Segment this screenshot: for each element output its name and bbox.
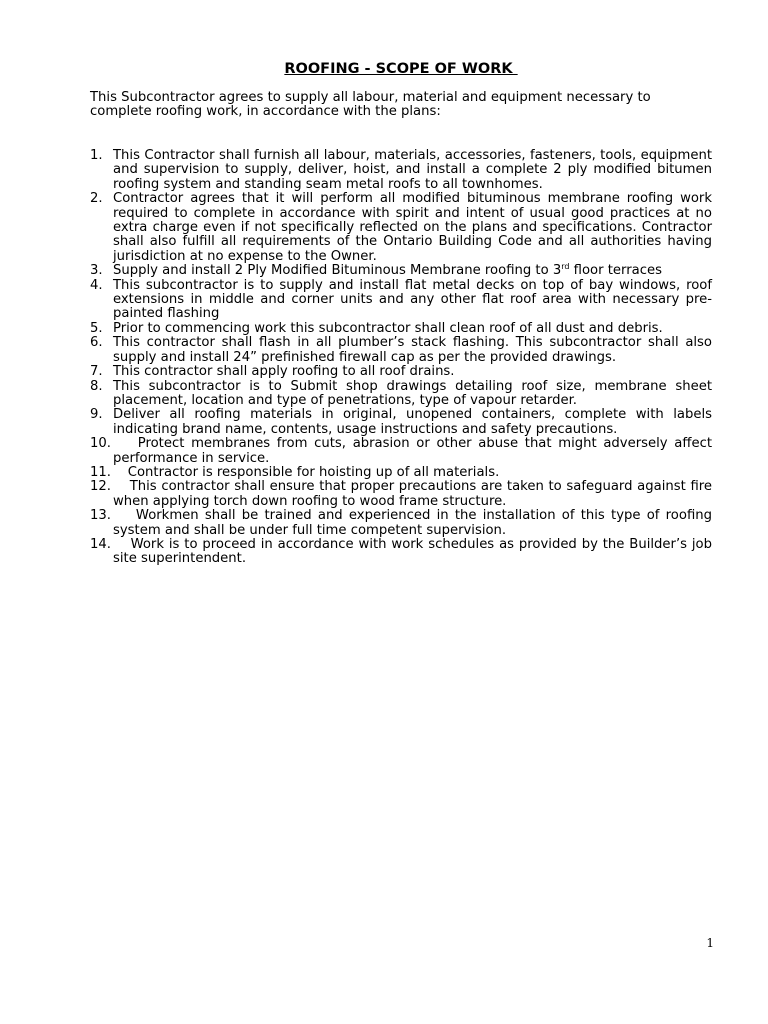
scope-list <box>90 149 712 567</box>
document-title: ROOFING - SCOPE OF WORK <box>284 61 518 77</box>
item-number: 10. <box>90 436 111 452</box>
list-item <box>90 264 712 278</box>
item-text: This subcontractor is to supply and install flat metal decks on top of bay windows, roof extensions in middle and corner units and any other flat roof area with necessary pre-painted flashing <box>113 277 712 322</box>
list-item <box>90 279 712 322</box>
list-item <box>90 149 712 192</box>
list-item <box>90 480 712 509</box>
list-item <box>90 380 712 409</box>
item-number: 7. <box>90 364 103 380</box>
page-number: 1 <box>706 936 714 950</box>
item-number: 9. <box>90 407 103 423</box>
item-text: Deliver all roofing materials in original, unopened containers, complete with labels indicating brand name, contents, usage instructions and safety precautions. <box>113 407 712 437</box>
item-text: This Contractor shall furnish all labour, materials, accessories, fasteners, tools, equipment and supervision to supply, deliver, hoist, and install a complete 2 ply modified bitumen roofing system and standing seam metal roofs to all townhomes. <box>113 148 712 192</box>
item-number: 8. <box>90 378 103 394</box>
item-number: 1. <box>90 148 103 163</box>
item-number: 12. <box>90 479 111 495</box>
item-text: Protect membranes from cuts, abrasion or other abuse that might adversely affect performance in service. <box>113 436 712 466</box>
item-text: Workmen shall be trained and experienced in the installation of this type of roofing system and shall be under full time competent supervision. <box>113 508 712 538</box>
item-text: This contractor shall apply roofing to all roof drains. <box>113 364 455 380</box>
item-text: This subcontractor is to Submit shop drawings detailing roof size, membrane sheet placement, location and type of penetrations, type of vapour retarder. <box>113 378 712 408</box>
item-text: Contractor agrees that it will perform all modified bituminous membrane roofing work required to complete in accordance with spirit and intent of usual good practices at no extra charge even if not specifically reflected on the plans and specifications. Contractor shall also fulfill all requirements of the Ontario Building Code and all authorities having jurisdiction at no expense to the Owner. <box>113 191 712 264</box>
item-number: 5. <box>90 320 103 336</box>
item-text: This contractor shall ensure that proper precautions are taken to safeguard against fire when applying torch down roofing to wood frame structure. <box>113 479 712 509</box>
list-item <box>90 192 712 264</box>
item-number: 2. <box>90 191 103 207</box>
item-number: 13. <box>90 508 111 524</box>
intro-paragraph: This Subcontractor agrees to supply all labour, material and equipment necessary to complete roofing work, in accordance with the plans: <box>90 90 651 120</box>
item-text-part: Supply and install 2 Ply Modified Bituminous Membrane roofing to 3 <box>113 263 562 279</box>
list-item <box>90 408 712 437</box>
item-number: 14. <box>90 536 111 552</box>
item-text: This contractor shall flash in all plumber’s stack flashing. This subcontractor shall also supply and install 24” prefinished firewall cap as per the provided drawings. <box>113 335 712 365</box>
item-text: Prior to commencing work this subcontractor shall clean roof of all dust and debris. <box>113 320 663 336</box>
list-item <box>90 336 712 365</box>
list-item <box>90 322 712 336</box>
list-item <box>90 509 712 538</box>
item-number: 3. <box>90 263 103 279</box>
item-text <box>113 264 712 278</box>
item-text: Work is to proceed in accordance with work schedules as provided by the Builder’s job site superintendent. <box>113 536 712 567</box>
item-number: 4. <box>90 277 103 293</box>
list-item <box>90 437 712 466</box>
item-text: Contractor is responsible for hoisting up of all materials. <box>127 464 500 480</box>
list-item <box>90 538 712 567</box>
ordinal-superscript: rd <box>561 262 570 272</box>
list-item <box>90 365 712 379</box>
item-text-part: floor terraces <box>569 263 662 279</box>
list-item <box>90 466 712 480</box>
item-number: 11. <box>90 464 111 480</box>
item-number: 6. <box>90 335 103 351</box>
